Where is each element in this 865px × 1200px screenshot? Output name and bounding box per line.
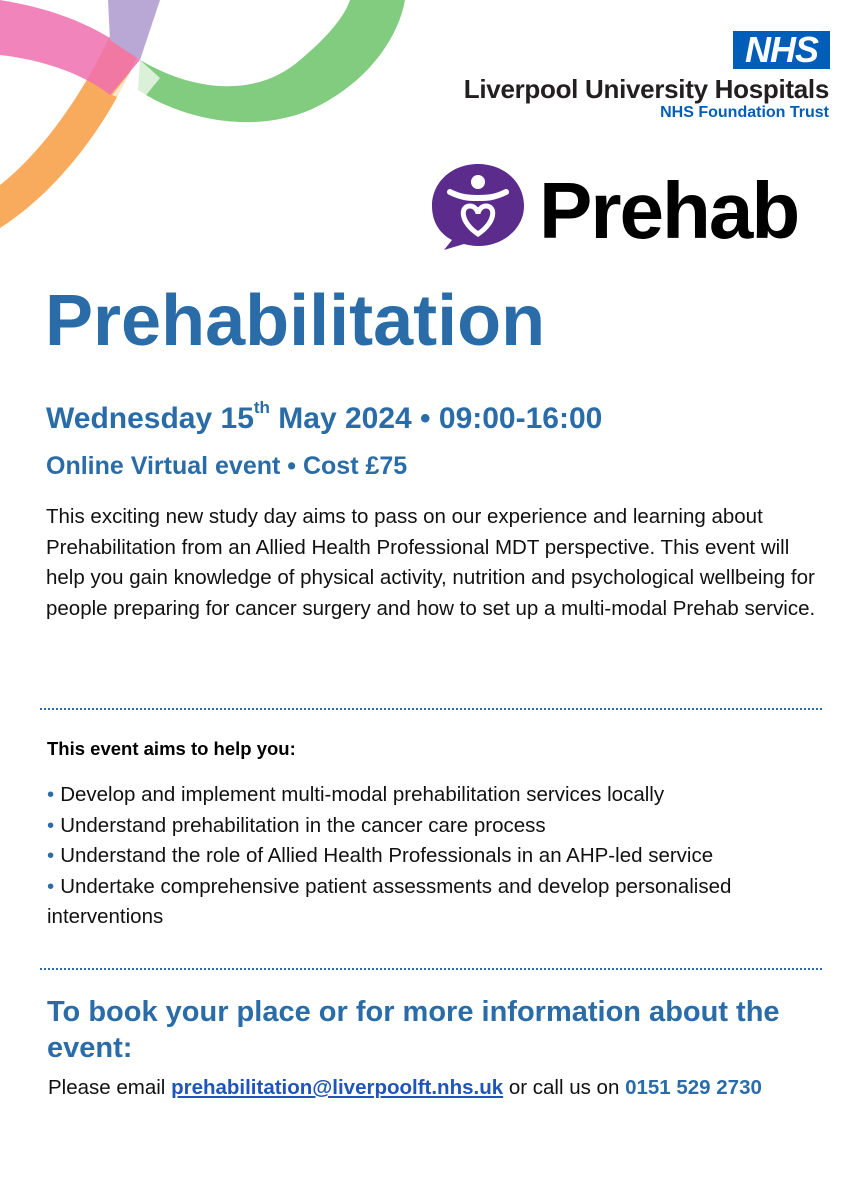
email-link[interactable]: prehabilitation@liverpoolft.nhs.uk	[171, 1076, 504, 1099]
decorative-ribbons	[0, 0, 410, 240]
list-item	[47, 780, 827, 811]
trust-subtitle: NHS Foundation Trust	[660, 104, 829, 121]
list-item-text: Understand prehabilitation in the cancer care process	[60, 813, 546, 837]
list-item	[47, 841, 827, 872]
divider	[40, 968, 822, 970]
bullet-icon: •	[47, 874, 55, 898]
list-item-text: Develop and implement multi-modal prehabilitation services locally	[60, 783, 665, 806]
contact-text: or call us on	[503, 1076, 626, 1099]
event-date-suffix: th	[253, 398, 270, 417]
event-date-day: Wednesday 15	[46, 402, 254, 435]
aims-list	[47, 780, 827, 933]
nhs-logo: NHS	[733, 31, 830, 69]
event-description: This exciting new study day aims to pass on our experience and learning about Prehabilitation from an Allied Health Professional MDT perspective. This event will help you gain knowledge of physical activity, nutrition and psychological wellbeing for people preparing for cancer surgery and how to set up a multi-modal Prehab service.	[46, 505, 816, 620]
page-title: Prehabilitation	[45, 281, 546, 361]
list-item	[47, 811, 827, 842]
phone-number: 0151 529 2730	[625, 1076, 762, 1099]
divider	[40, 708, 822, 710]
prehab-logo-text: Prehab	[539, 166, 799, 255]
bullet-icon: •	[47, 783, 55, 806]
aims-heading: This event aims to help you:	[47, 738, 296, 759]
list-item	[47, 872, 827, 933]
list-item-text: Undertake comprehensive patient assessments and develop personalised interventions	[47, 874, 732, 928]
event-date-time	[46, 392, 602, 439]
booking-heading: To book your place or for more information about the event:	[47, 996, 780, 1064]
bullet-icon: •	[47, 813, 55, 837]
bullet-icon: •	[47, 844, 55, 867]
person-heart-speech-bubble-icon	[430, 162, 526, 252]
list-item-text: Understand the role of Allied Health Professionals in an AHP-led service	[60, 844, 714, 867]
event-venue-cost: Online Virtual event • Cost £75	[46, 452, 408, 480]
trust-name: Liverpool University Hospitals	[463, 74, 829, 104]
contact-text: Please email	[48, 1076, 172, 1099]
event-date-rest: May 2024 • 09:00-16:00	[269, 402, 603, 435]
booking-contact	[48, 1072, 828, 1103]
